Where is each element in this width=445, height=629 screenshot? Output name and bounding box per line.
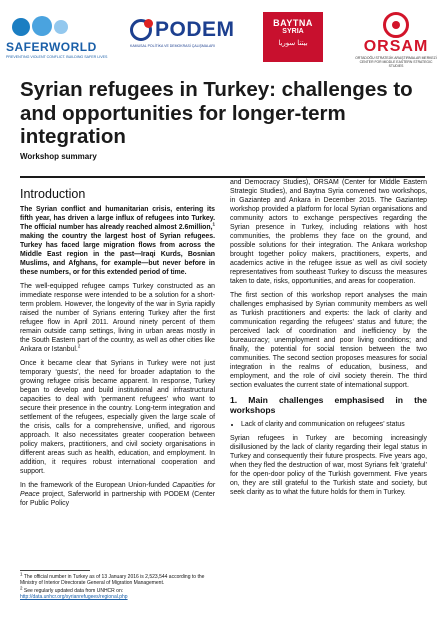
- challenge-list: [230, 420, 427, 429]
- saferworld-tagline: PREVENTING VIOLENT CONFLICT. BUILDING SAFER LIVES: [6, 55, 108, 59]
- unhcr-link[interactable]: http://data.unhcr.org/syrianrefugees/regional.php: [20, 594, 128, 600]
- saferworld-logo: [6, 16, 118, 59]
- baytna-logo: [263, 12, 323, 62]
- podem-tagline: KAMUSAL POLİTİKA VE DEMOKRASİ ÇALIŞMALARI: [130, 44, 215, 48]
- footnote-ref-2: 2: [77, 343, 81, 349]
- intro-lead-paragraph: The Syrian conflict and humanitarian crisis, entering its fifth year, has driven a large influx of refugees into Turkey. The official number has already reached almost 2.6million,$^1$ making the country the largest host of Syrian refugees. Turkey has faced large migration flows from across the Middle East region in the past—Iraqi Kurds, Bosnian Muslims, and Afghans, for example—but never before in these numbers, or for this extended period of time.: [20, 206, 215, 276]
- introduction-heading: Introduction: [20, 187, 86, 201]
- document-title: Syrian refugees in Turkey: challenges to and opportunities for longer-term integration: [20, 78, 413, 148]
- saferworld-mark-icon: [6, 16, 118, 38]
- intro-paragraph-1: The well-equipped refugee camps Turkey constructed as an immediate response were intended to be a solution for a short-term problem. However, the longevity of the war in Syria rapidly raised the number of Syrians entering Turkey after the first refugee flow in April 2011. Around ninety percent of them remain outside camp settings, living in urban areas mostly in the South Eastern part of the country, as well as other cities like Ankara or Istanbul.$^2$: [20, 283, 215, 353]
- orsam-globe-icon: [383, 12, 409, 38]
- baytna-line1: BAYTNA: [273, 18, 313, 28]
- list-item: • Lack of clarity and communication on refugees’ status: [241, 420, 427, 429]
- document-subtitle: Workshop summary: [20, 152, 97, 161]
- right-paragraph-2: The first section of this workshop report analyses the main challenges emphasised by Syrian community members as well as Turkish practitioners and experts: the lack of clarity and communication regarding the refugees’ status and future; the perceived lack of coordination and inefficiency by the bureaucracy; unemployment and poor living conditions; and finally, the potential for social tension between the two communities. The second section proposes measures for social integration in the realms of education, business, and employment, and the role of civil society therein. The third section evaluates the current state of international support.: [230, 292, 427, 389]
- logo-bar: [0, 8, 445, 70]
- footnote-ref-1: 1: [212, 221, 215, 227]
- footnote-2: $^2$ See regularly updated data from UNHCR on: http://data.unhcr.org/syrianrefugees/regional.php: [20, 585, 128, 600]
- intro-paragraph-3: In the framework of the European Union-funded Capacities for Peace project, Saferworld in partnership with PODEM (Center for Public Policy: [20, 482, 215, 507]
- orsam-tagline-1: ORTADOĞU STRATEJİK ARAŞTIRMALAR MERKEZİ: [355, 56, 437, 60]
- baytna-line3: بيتنا سوريا: [278, 40, 308, 47]
- podem-logo: [130, 18, 240, 48]
- orsam-tagline-2: CENTER FOR MIDDLE EASTERN STRATEGIC STUDIES: [359, 60, 433, 69]
- section-1-heading: 1. Main challenges emphasised in the workshops: [230, 395, 427, 415]
- orsam-name: ORSAM: [363, 38, 429, 55]
- saferworld-name: SAFERWORLD: [6, 40, 97, 54]
- right-paragraph-1: and Democracy Studies), ORSAM (Center for Middle Eastern Strategic Studies), and Baytna Syria convened two workshops, in Gaziantep and Ankara in December 2015. The Gaziantep workshop provided a platform for local Syrian organisations and community actors to exchange perspectives regarding the Syrian presence in Turkey, including relations with host communities, the problems they face on the ground, and possible solutions for their integration. The Ankara workshop brought together policy makers, practitioners, experts, and academics active in the refugee issue as well as civil society representatives from southeast Turkey to discuss the measures taken to date, risks, opportunities, and areas for cooperation.: [230, 179, 427, 285]
- footnote-1: $^1$ The official number in Turkey as of 13 January 2016 is 2,523,544 according to the Ministry of Interior Directorate General of Migration Management.: [20, 571, 205, 586]
- right-paragraph-3: Syrian refugees in Turkey are becoming increasingly disillusioned by the lack of clarity regarding their legal status in Turkey and consequently their future prospects. Five years ago, when they fled the destruction of war, most Syrians felt ‘grateful’ for the open-door policy of the Turkish government. Five years on, they are still grateful to the Turkish state and society, but seek clarity as to what the future holds for them in Turkey.: [230, 435, 427, 496]
- orsam-logo: [352, 12, 440, 69]
- podem-name: PODEM: [155, 18, 235, 41]
- baytna-line2: SYRIA: [282, 28, 304, 35]
- right-column: [230, 178, 427, 502]
- footnotes: [20, 571, 215, 602]
- left-column: [20, 187, 215, 513]
- intro-paragraph-2: Once it became clear that Syrians in Turkey were not just temporary ‘guests’, the need for broader adaptation to the growing refugee crisis became apparent. In response, Turkey began to develop and build institutional and infrastructural capacities to deal with ‘permanent refugees’ who want to secure their presence in the country. Long-term integration and settlement of the refugees, especially given the large scale of the crisis, calls for a comprehensive, unified, and rigorous approach. It also necessitates greater cooperation between policy makers, practitioners, and civil society organisations in different areas such as health, education, and employment. In addition, it requires robust international cooperation and support.: [20, 360, 215, 475]
- podem-mark-icon: [130, 19, 152, 41]
- footnote-divider: [20, 570, 90, 571]
